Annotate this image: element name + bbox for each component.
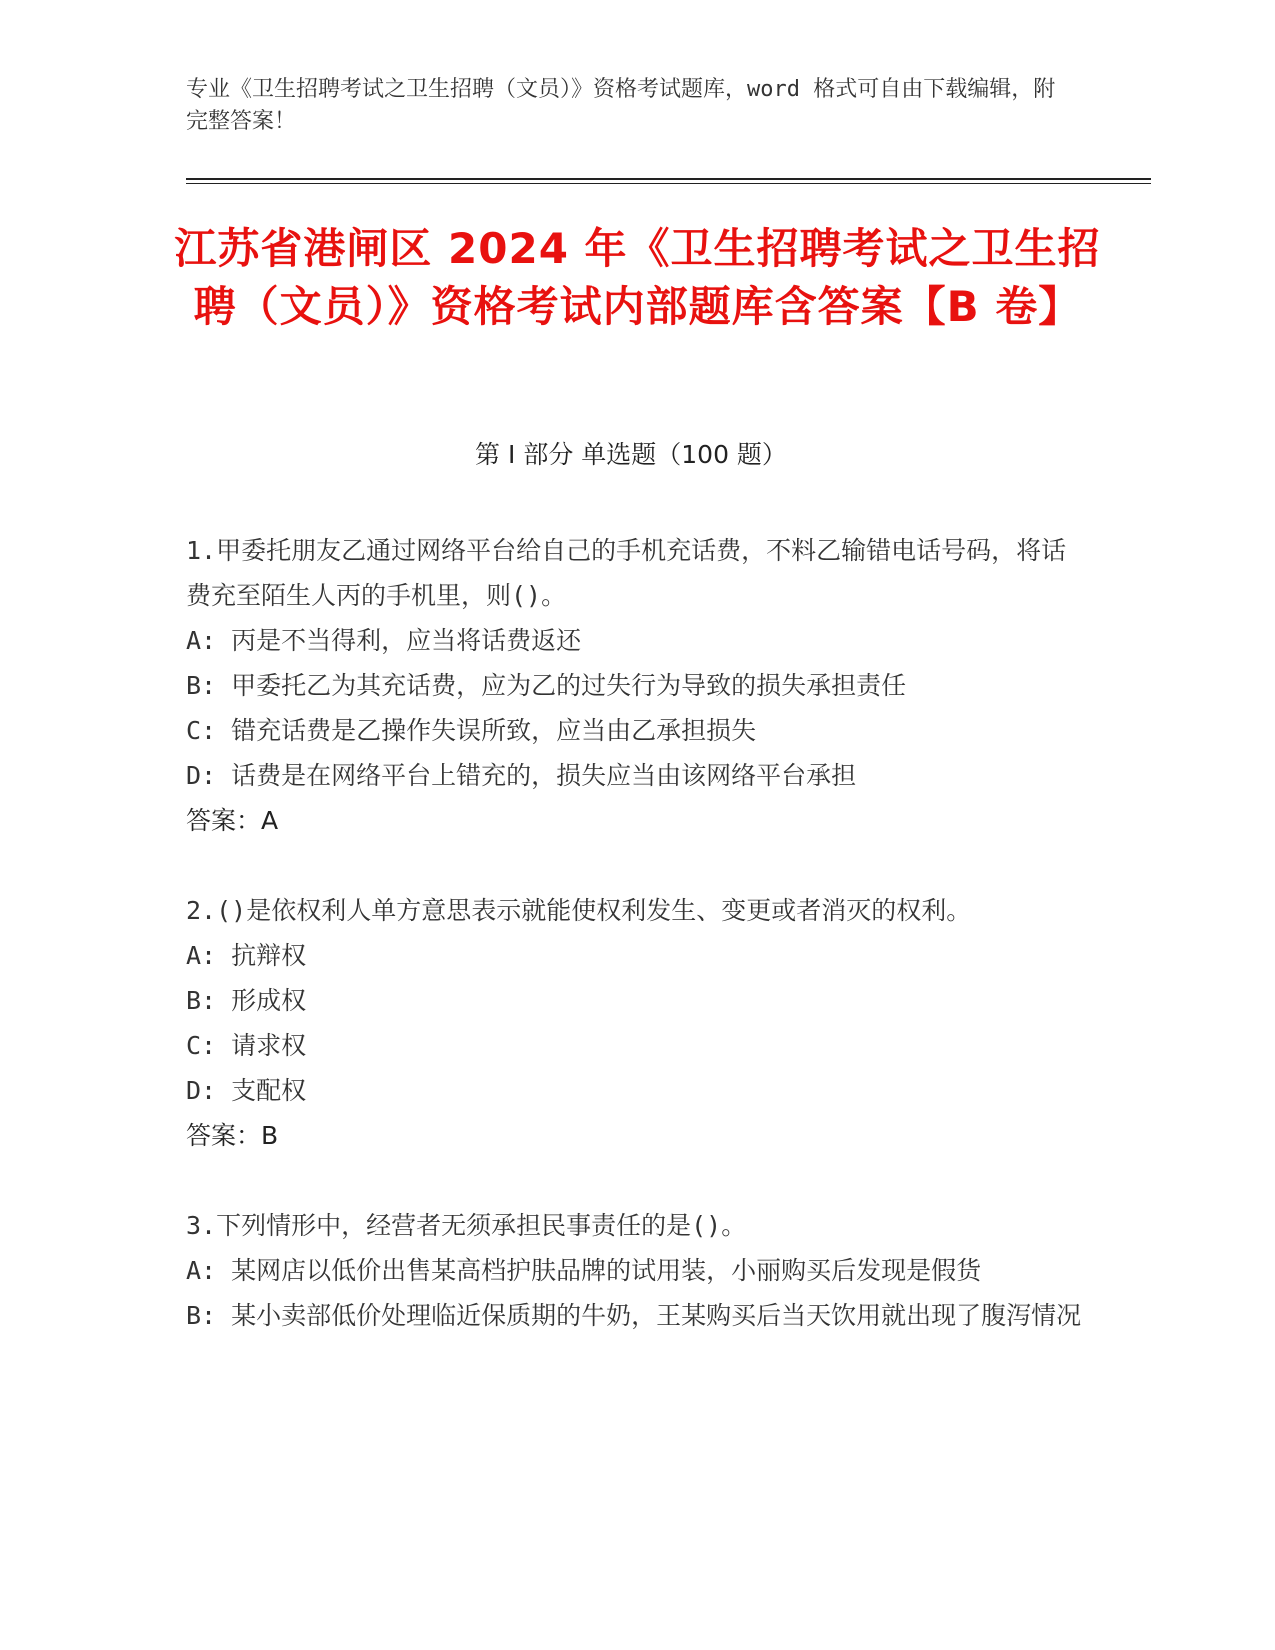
question-1 (186, 528, 1086, 843)
option-a: A: 丙是不当得利，应当将话费返还 (186, 626, 582, 655)
question-2 (186, 888, 1086, 1158)
question-stem: 2.()是依权利人单方意思表示就能使权利发生、变更或者消灭的权利。 (186, 896, 972, 925)
document-title: 江苏省港闸区 2024 年《卫生招聘考试之卫生招聘（文员）》资格考试内部题库含答案【B 卷】 (174, 224, 1101, 331)
option-b: B: 甲委托乙为其充话费，应为乙的过失行为导致的损失承担责任 (186, 671, 907, 700)
header-divider-thick (186, 178, 1151, 180)
header-divider-thin (186, 183, 1151, 184)
question-stem: 3.下列情形中，经营者无须承担民事责任的是()。 (186, 1211, 747, 1240)
option-a: A: 抗辩权 (186, 941, 307, 970)
option-d: D: 话费是在网络平台上错充的，损失应当由该网络平台承担 (186, 761, 857, 790)
question-3 (186, 1203, 1086, 1338)
answer-line: 答案：A (186, 806, 279, 835)
option-d: D: 支配权 (186, 1076, 307, 1105)
section-heading: 第 I 部分 单选题（100 题） (475, 440, 787, 469)
header-note: 专业《卫生招聘考试之卫生招聘（文员）》资格考试题库，word 格式可自由下载编辑，附完整答案！ (186, 77, 1056, 134)
question-stem: 1.甲委托朋友乙通过网络平台给自己的手机充话费，不料乙输错电话号码，将话费充至陌生人丙的手机里，则()。 (186, 536, 1067, 610)
answer-line: 答案：B (186, 1121, 279, 1150)
option-b: B: 某小卖部低价处理临近保质期的牛奶，王某购买后当天饮用就出现了腹泻情况 (186, 1301, 1082, 1330)
option-b: B: 形成权 (186, 986, 307, 1015)
option-a: A: 某网店以低价出售某高档护肤品牌的试用装，小丽购买后发现是假货 (186, 1256, 982, 1285)
question-list (186, 528, 1086, 1383)
option-c: C: 请求权 (186, 1031, 307, 1060)
option-c: C: 错充话费是乙操作失误所致，应当由乙承担损失 (186, 716, 757, 745)
